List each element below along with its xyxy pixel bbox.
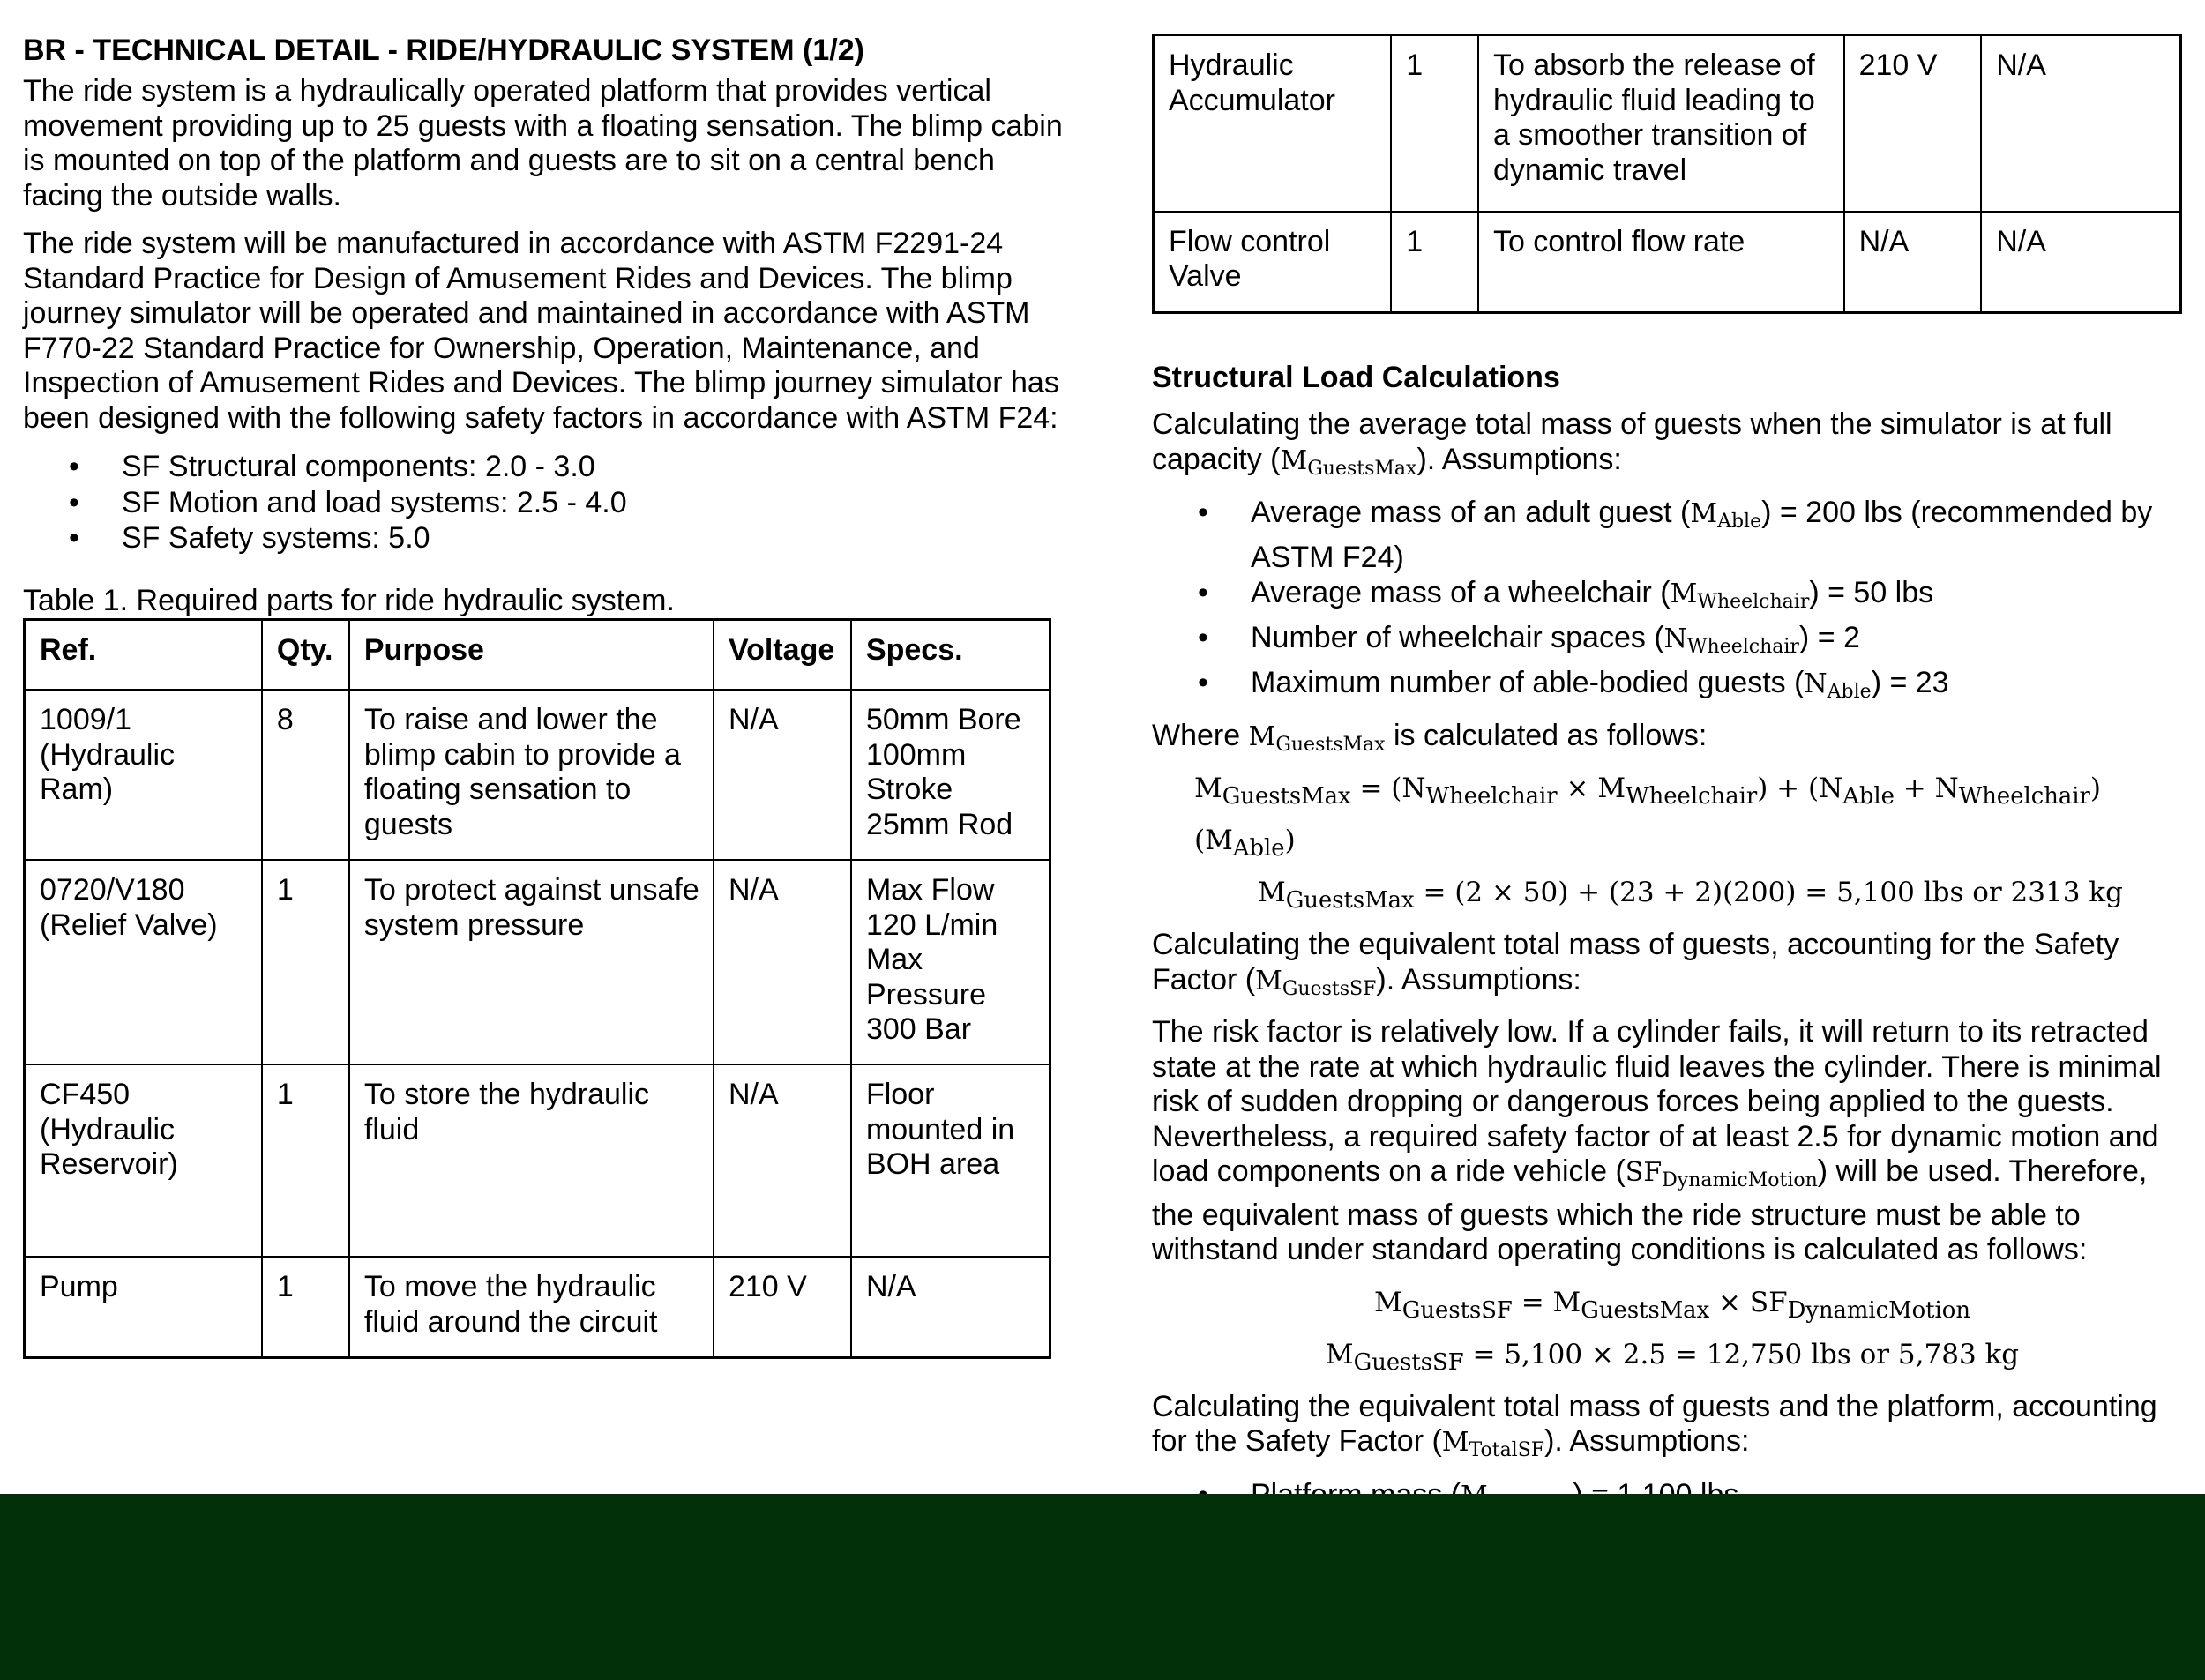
left-column [23,30,1064,1359]
table-row [25,1257,1050,1357]
cell-qty: 1 [262,860,349,1064]
table-caption: Table 1. Required parts for ride hydraulic system. [23,583,675,617]
bullet-icon: • [69,521,79,555]
col-header-voltage: Voltage [714,619,851,690]
cell-specs: N/A [1981,212,2180,313]
col-header-purpose: Purpose [349,619,714,690]
bullet-icon: • [69,450,79,483]
cell-ref: Hydraulic Accumulator [1154,35,1392,212]
calc-intro-paragraph: Calculating the average total mass of guests when the simulator is at full capacity $(M_{GuestsMax})$. Assumptions: [1152,407,2112,480]
list-item: • SF Motion and load systems: 2.5 - 4.0 [69,485,627,519]
cell-qty: 8 [262,690,349,860]
list-item: • SF Safety systems: 5.0 [69,521,430,555]
table-row [25,690,1050,860]
cell-ref: Pump [25,1257,262,1357]
cell-voltage: N/A [714,860,851,1064]
cell-qty: 1 [262,1064,349,1257]
col-header-specs: Specs. [851,619,1050,690]
page-title: BR - TECHNICAL DETAIL - RIDE/HYDRAULIC SYSTEM (1/2) [23,34,864,67]
total-mass-paragraph: Calculating the equivalent total mass of guests and the platform, accounting for the Safety Factor $(M_{TotalSF})$. Assumptions: [1152,1389,2157,1462]
col-header-ref: Ref. [25,619,262,690]
safety-factor-list [23,449,1064,556]
list-item: • Maximum number of able-bodied guests $(N_{Able}) = 23$ [1198,666,1949,703]
equation-guestsmax-formula: $M_{GuestsMax} = (N_{Wheelchair} \times M_{Wheelchair}) + (N_{Able} + N_{Wheelchair})(M_{Able})$ [1194,772,2101,862]
parts-table [23,618,1051,1359]
bullet-icon: • [1198,576,1208,609]
cell-specs: Floor mounted in BOH area [851,1064,1050,1257]
cell-voltage: 210 V [1844,35,1982,212]
cell-purpose: To protect against unsafe system pressure [349,860,714,1064]
cell-voltage: N/A [714,1064,851,1257]
col-header-qty: Qty. [262,619,349,690]
cell-voltage: 210 V [714,1257,851,1357]
cell-ref: CF450 (Hydraulic Reservoir) [25,1064,262,1257]
cell-purpose: To control flow rate [1478,212,1844,313]
cell-purpose: To absorb the release of hydraulic fluid leading to a smoother transition of dynamic travel [1478,35,1844,212]
cell-specs: 50mm Bore 100mm Stroke 25mm Rod [851,690,1050,860]
assumption-list [1152,495,2193,710]
cell-purpose: To raise and lower the blimp cabin to provide a floating sensation to guests [349,690,714,860]
cell-specs: N/A [851,1257,1050,1357]
equation-guestsmax-value: $M_{GuestsMax} = (2 \times 50) + (23 + 2)(200) = 5,100$ lbs or 2313 kg [1258,876,2123,915]
cell-ref: 1009/1 (Hydraulic Ram) [25,690,262,860]
table-row [25,1064,1050,1257]
cell-specs: Max Flow 120 L/min Max Pressure 300 Bar [851,860,1050,1064]
cell-voltage: N/A [1844,212,1982,313]
equation-guestssf-value: $M_{GuestsSF} = 5,100 \times 2.5 = 12,750$ lbs or 5,783 kg [1325,1338,2020,1376]
cell-specs: N/A [1981,35,2180,212]
bullet-icon: • [69,485,79,519]
cell-ref: Flow control Valve [1154,212,1392,313]
cell-qty: 1 [1391,212,1478,313]
cell-voltage: N/A [714,690,851,860]
equation-guestssf-formula: $M_{GuestsSF} = M_{GuestsMax} \times SF_{DynamicMotion}$ [1374,1286,1970,1324]
table-header-row [25,619,1050,690]
safety-factor-paragraph: Calculating the equivalent total mass of guests, accounting for the Safety Factor $(M_{GuestsSF})$. Assumptions: [1152,928,2119,1000]
cell-purpose: To move the hydraulic fluid around the circuit [349,1257,714,1357]
bullet-icon: • [1198,496,1208,529]
bullet-icon: • [1198,666,1208,699]
parts-table-continued [1152,34,2182,314]
intro-paragraph: The ride system is a hydraulically operated platform that provides vertical movement providing up to 25 guests with a floating sensation. The blimp cabin is mounted on top of the platform and guests are to sit on a central bench facing the outside walls. [23,74,1063,213]
where-paragraph: Where $M_{GuestsMax}$ is calculated as follows: [1152,719,1708,756]
cell-qty: 1 [1391,35,1478,212]
cell-qty: 1 [262,1257,349,1357]
risk-paragraph: The risk factor is relatively low. If a cylinder fails, it will return to its retracted state at the rate at which hydraulic fluid leaves the cylinder. There is minimal risk of sudden dropping or dangerous forces being applied to the guests. Nevertheless, a required safety factor of at least 2.5 for dynamic motion and load components on a ride vehicle $(SF_{DynamicMotion})$ will be used. Therefore, the equivalent mass of guests which the ride structure must be able to withstand under standard operating conditions is calculated as follows: [1152,1015,2162,1267]
table-row [1154,212,2181,313]
list-item: • SF Structural components: 2.0 - 3.0 [69,450,595,483]
list-item: • Number of wheelchair spaces $(N_{Wheelchair}) = 2$ [1198,621,1860,658]
bullet-icon: • [1198,621,1208,654]
right-column [1152,34,2193,1587]
standards-paragraph: The ride system will be manufactured in accordance with ASTM F2291-24 Standard Practice for Design of Amusement Rides and Devices. The blimp journey simulator will be operated and maintained in accordance with ASTM F770-22 Standard Practice for Ownership, Operation, Maintenance, and Inspection of Amusement Rides and Devices. The blimp journey simulator has been designed with the following safety factors in accordance with ASTM F24: [23,227,1059,435]
footer-band [0,1494,2205,1680]
var-m-guestsmax: $M_{GuestsMax}$ [1280,444,1417,480]
table-row [1154,35,2181,212]
list-item: • Average mass of a wheelchair $(M_{Wheelchair}) = 50$ lbs [1198,576,1934,613]
section-heading: Structural Load Calculations [1152,361,1560,394]
list-item: • Average mass of an adult guest $(M_{Able}) = 200$ lbs (recommended by ASTM F24) [1198,496,2153,574]
table-row [25,860,1050,1064]
cell-ref: 0720/V180 (Relief Valve) [25,860,262,1064]
cell-purpose: To store the hydraulic fluid [349,1064,714,1257]
